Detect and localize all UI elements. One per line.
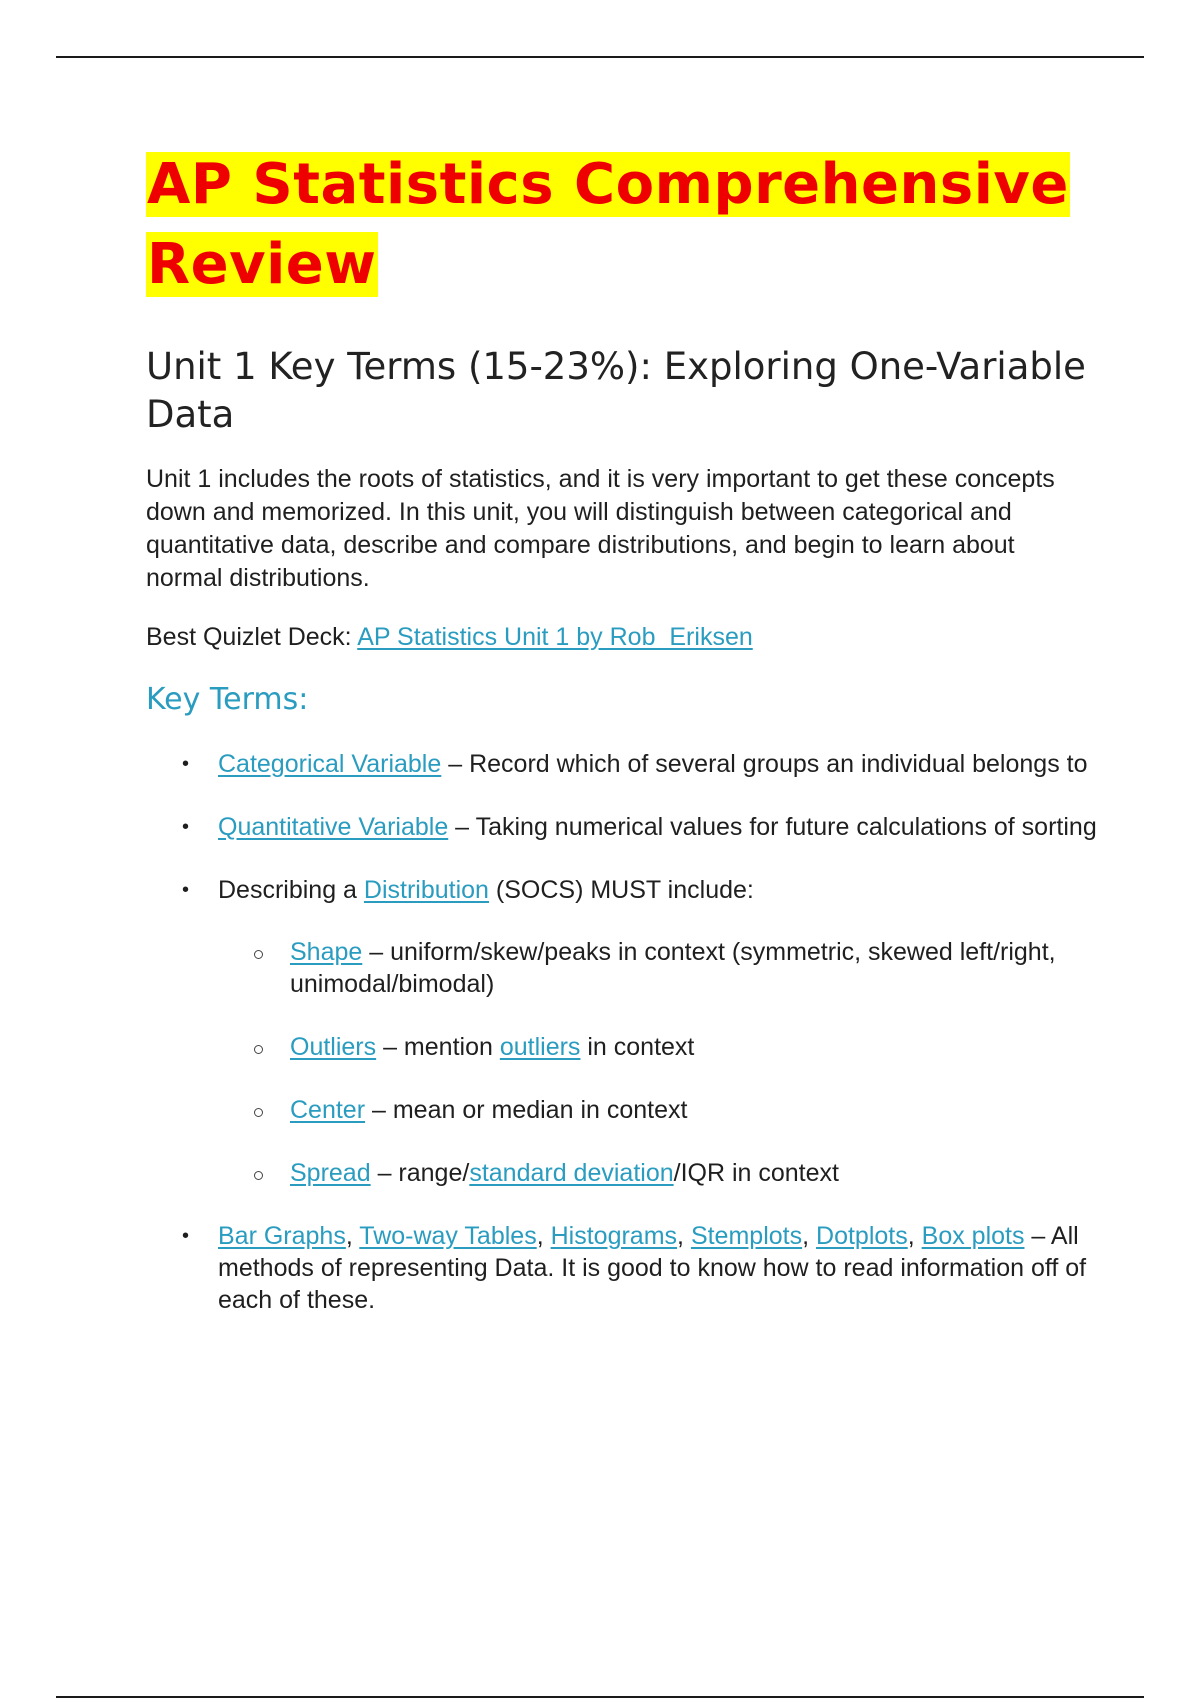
key-terms-list [146, 748, 1096, 1316]
bar-graphs-link[interactable]: Bar Graphs [218, 1222, 346, 1250]
distribution-prefix: Describing a [218, 876, 364, 904]
separator: , [907, 1222, 922, 1250]
histograms-link[interactable]: Histograms [550, 1222, 678, 1250]
list-item-quantitative [146, 811, 1098, 843]
quantitative-definition: – Taking numerical values for future calculations of sorting [448, 813, 1097, 841]
spread-suffix: /IQR in context [673, 1159, 839, 1187]
outliers-mid: – mention [376, 1033, 500, 1061]
standard-deviation-link[interactable]: standard deviation [469, 1159, 674, 1187]
key-terms-heading: Key Terms: [146, 682, 309, 717]
list-item-spread [218, 1157, 1070, 1189]
title-line-1: AP Statistics Comprehensive [147, 152, 1069, 217]
shape-definition: – uniform/skew/peaks in context (symmetric, skewed left/right, unimodal/bimodal) [290, 938, 1056, 998]
list-item-categorical [146, 748, 1098, 780]
list-item-center [218, 1094, 1070, 1126]
graphs-definition: – All methods of representing Data. It is good to know how to read information off of each of these. [218, 1222, 1087, 1314]
document-title [146, 145, 1096, 305]
spread-mid: – range/ [370, 1159, 470, 1187]
quantitative-variable-link[interactable]: Quantitative Variable [218, 813, 449, 841]
box-plots-link[interactable]: Box plots [921, 1222, 1025, 1250]
separator: , [536, 1222, 551, 1250]
shape-link[interactable]: Shape [290, 938, 363, 966]
socs-list [218, 936, 1098, 1189]
document-content [146, 145, 1096, 1347]
unit-heading: Unit 1 Key Terms (15-23%): Exploring One-Variable Data [146, 345, 1086, 436]
intro-paragraph: Unit 1 includes the roots of statistics, and it is very important to get these concepts down and memorized. In this unit, you will distinguish between categorical and quantitative data, describe and compare distributions, and begin to learn about normal distributions. [146, 465, 1055, 592]
list-item-shape [218, 936, 1070, 1000]
separator: , [345, 1222, 360, 1250]
two-way-tables-link[interactable]: Two-way Tables [359, 1222, 537, 1250]
outliers-inline-link[interactable]: outliers [499, 1033, 581, 1061]
title-line-2: Review [147, 232, 377, 297]
spread-link[interactable]: Spread [290, 1159, 371, 1187]
top-rule [56, 56, 1144, 58]
bottom-rule [56, 1696, 1144, 1698]
list-item-graphs [146, 1220, 1098, 1316]
dotplots-link[interactable]: Dotplots [816, 1222, 908, 1250]
list-item-distribution [146, 874, 1098, 1189]
outliers-link[interactable]: Outliers [290, 1033, 377, 1061]
outliers-suffix: in context [580, 1033, 695, 1061]
quizlet-line [146, 621, 1096, 654]
separator: , [677, 1222, 691, 1250]
stemplots-link[interactable]: Stemplots [690, 1222, 803, 1250]
list-item-outliers [218, 1031, 1070, 1063]
quizlet-label: Best Quizlet Deck: [146, 623, 358, 651]
quizlet-deck-link[interactable]: AP Statistics Unit 1 by Rob_Eriksen [357, 623, 753, 651]
center-link[interactable]: Center [290, 1096, 366, 1124]
distribution-suffix: (SOCS) MUST include: [488, 876, 754, 904]
center-definition: – mean or median in context [365, 1096, 688, 1124]
separator: , [802, 1222, 817, 1250]
categorical-variable-link[interactable]: Categorical Variable [218, 750, 442, 778]
categorical-definition: – Record which of several groups an individual belongs to [441, 750, 1088, 778]
distribution-link[interactable]: Distribution [363, 876, 489, 904]
